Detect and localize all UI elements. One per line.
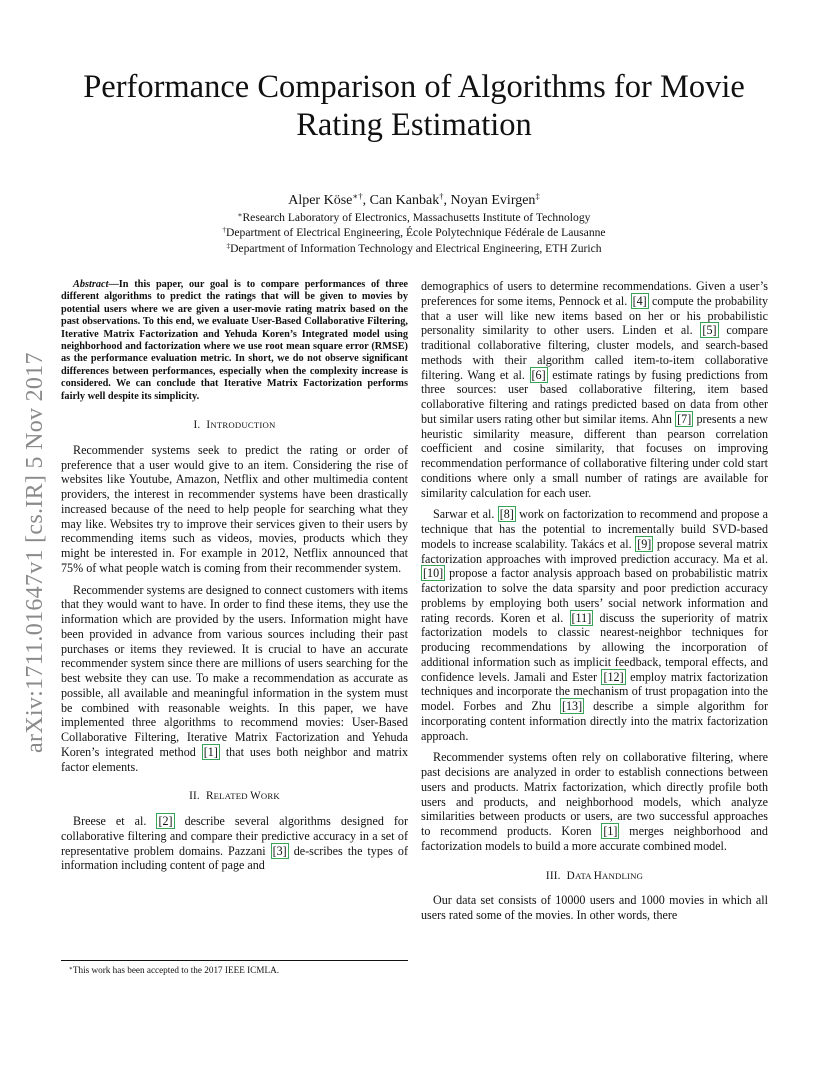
text-span: propose a factor analysis approach based on probabilistic matrix factorization to solve the data sparsity and poor prediction accuracy problems by employing both users’ social network information and rating records. Koren et al. — [421, 566, 768, 625]
text-span: Recommender systems often rely on collaborative filtering, where past decisions are analyzed in order to establish connections between users and products. Matrix factorization, which directly profile both users and products, and neighborhood models, which analyze similarities between products or users, are two successful approaches to recommend products. Koren — [421, 750, 768, 838]
section-rest: ELATED — [213, 791, 251, 802]
citation-link[interactable]: [1] — [203, 744, 218, 759]
text-span: merges neighborhood and factorization models to build a more accurate combined model. — [421, 824, 768, 853]
section-rest: ATA — [574, 870, 594, 881]
section-initial: H — [593, 869, 602, 882]
author-mark: ∗† — [352, 191, 363, 202]
citation-link[interactable]: [5] — [702, 323, 717, 338]
title-line-2: Rating Estimation — [296, 107, 532, 143]
text-span: Sarwar et al. — [433, 507, 495, 522]
related-paragraph-1: Breese et al. [2] describe several algorithms designed for collaborative filtering and compare their predictive accuracy in a set of representative problem domains. Pazzani [3] de-scribes the types of information including content of page and — [61, 814, 408, 873]
section-initial: W — [250, 790, 261, 803]
text-span: that uses both neighbor and matrix factor elements. — [61, 744, 408, 774]
text-span: presents a new heuristic similarity measure, different than pearson correlation coefficient and cosine similarity, that focuses on improving recommendation performance of collaborative filtering under cold start conditions where only a small number of ratings are available for similarity calculation for each user. — [421, 411, 768, 500]
citation-link[interactable]: [4] — [632, 293, 647, 308]
author-name: Alper Köse — [288, 193, 353, 208]
intro-paragraph-1: Recommender systems seek to predict the rating or order of preference that a user would give to an item. Considering the rise of websites like Youtube, Amazon, Netflix and other multimedia content providers, the interest in recommender systems have been drastically increased because of the need to help people for searching what they may like. Websites try to improve their services given to their users by recommending items such as videos, movies, products which they might be interested in. For example in 2012, Netflix announced that 75% of what people watch is coming from their recommender system. — [61, 442, 408, 575]
affiliation-3 — [60, 242, 768, 255]
author-mark: † — [439, 191, 444, 202]
citation-link[interactable]: [10] — [423, 566, 444, 581]
affiliation-2 — [60, 226, 768, 239]
author-list — [60, 193, 768, 209]
text-span: compute the probability that a user will like new items based on her or his probabilistic personality similarity to other users. Linden et al. — [421, 293, 768, 338]
affiliation-text: Department of Information Technology and Electrical Engineering, ETH Zurich — [230, 242, 602, 255]
footnote — [61, 965, 408, 975]
arxiv-watermark — [20, 296, 54, 756]
title-line-1: Performance Comparison of Algorithms for Movie — [83, 69, 745, 105]
section-rest: ANDLING — [601, 870, 644, 881]
related-paragraph-3 — [421, 750, 768, 853]
related-paragraph-1-continued: demographics of users to determine recommendations. Given a user’s preferences for some items, Pennock et al. [4] compute the probability that a user will like new items based on her or his probabilistic personality similarity to other users. Linden et al. [5] compare traditional collaborative filtering, cluster models, and search-based methods with their algorithm called item-to-item collaborative filtering. Wang et al. [6] estimate ratings by fusing predictions from three sources: user based collaborative filtering, item based collaborative filtering and ratings predicted based on data from other but similar users rating other but similar items. Ahn [7] presents a new heuristic similarity measure, different than pearson correlation coefficient and cosine similarity, that focuses on improving recommendation performance of collaborative filtering under cold start conditions where only a small number of ratings are available for similarity calculation for each user. — [421, 279, 768, 500]
right-column — [421, 279, 768, 923]
text-span: Recommender systems are designed to connect customers with items that they would want to have. In order to find these items, they use the information which are provided by the users. Information might have been provided in advance from various sources including their past purchases or items they reviewed. It is crucial to have an accurate recommender system since there are millions of users searching for the best website they can use. To make a recommendation as accurate as possible, all available and meaningful information in the system must be combined with reasonable weights. In this paper, we have implemented three algorithms to recommend movies: User-Based Collaborative Filtering, Iterative Matrix Factorization and Yehuda Koren’s integrated method — [61, 582, 408, 759]
text-span: work on factorization to recommend and propose a technique that has the potential to incrementally build SVD-based models to increase scalability. Takács et al. — [421, 507, 768, 551]
citation-link[interactable]: [7] — [677, 411, 692, 426]
citation-link[interactable]: [12] — [603, 669, 624, 684]
footnote-mark: ∗ — [69, 965, 73, 972]
author-name: , Noyan Evirgen — [443, 193, 536, 208]
abstract-label: Abstract — [73, 279, 109, 290]
text-span: discuss the superiority of matrix factorization models to classic nearest-neighbor techniques for producing recommendations by allowing the incorporation of additional information such as implicit feedback, temporal effects, and confidence levels. Jamali and Ester — [421, 610, 768, 684]
author-mark: ‡ — [535, 191, 540, 202]
left-column — [61, 279, 408, 873]
text-span: describe several algorithms designed for collaborative filtering and compare their predictive accuracy in a set of representative problem domains. Pazzani — [61, 814, 408, 858]
abstract-text: —In this paper, our goal is to compare performances of three different algorithms to predict the ratings that will be given to movies by potential users where we are given a user-movie rating matrix based on the past observations. To this end, we evaluate User-Based Collaborative Filtering, Iterative Matrix Factorization and Yehuda Koren’s Integrated model using neighborhood and factorization where we use root mean square error (RMSE) as the performance evaluation metric. In short, we do not observe significant differences between performances, especially when the complexity increase is considered. We can conclude that Iterative Matrix Factorization performs fairly well despite its simplicity. — [61, 279, 408, 402]
section-heading-data-handling — [421, 869, 768, 884]
paper-title — [40, 68, 788, 144]
section-number: II. — [189, 790, 200, 803]
citation-link[interactable]: [3] — [272, 843, 287, 858]
citation-link[interactable]: [13] — [561, 699, 583, 713]
affiliation-text: Department of Electrical Engineering, École Polytechnique Fédérale de Lausanne — [226, 226, 606, 239]
abstract — [61, 279, 408, 403]
text-span: propose several matrix factorization approaches with improved prediction accuracy. Ma et al. — [421, 536, 769, 566]
citation-link[interactable]: [11] — [571, 610, 592, 625]
text-span: describe a simple algorithm for incorporating content information directly into the matrix factorization approach. — [421, 699, 768, 743]
section-rest: ORK — [260, 791, 280, 802]
text-span: compare traditional collaborative filtering, cluster models, and search-based methods with their algorithm called item-to-item collaborative filtering. Wang et al. — [421, 323, 768, 382]
citation-link[interactable]: [9] — [637, 536, 652, 551]
citation-link[interactable]: [2] — [158, 814, 173, 829]
footnote-text: This work has been accepted to the 2017 IEEE ICMLA. — [72, 965, 280, 975]
footnote-rule — [61, 960, 408, 961]
section-heading-introduction — [61, 418, 408, 433]
section-number: III. — [545, 869, 561, 882]
related-paragraph-2 — [421, 507, 768, 743]
section-initial: I — [206, 419, 211, 432]
data-paragraph-1: Our data set consists of 10000 users and 1000 movies in which all users rated some of the movies. In other words, there — [421, 893, 768, 922]
text-span: Breese et al. — [73, 814, 147, 829]
section-rest: NTRODUCTION — [210, 420, 276, 431]
section-initial: D — [566, 869, 575, 882]
affiliation-mark: † — [222, 226, 227, 235]
affiliation-mark: ‡ — [226, 242, 231, 251]
citation-link[interactable]: [8] — [499, 507, 514, 522]
text-span: employ matrix factorization techniques and incorporate the mechanism of trust propagation into the model. Forbes and Zhu — [421, 669, 768, 713]
arxiv-identifier: arXiv:1711.01647v1 [cs.IR] 5 Nov 2017 — [22, 352, 48, 753]
section-heading-related-work — [61, 789, 408, 804]
affiliation-1 — [60, 211, 768, 224]
section-initial: R — [205, 790, 214, 803]
affiliation-text: Research Laboratory of Electronics, Massachusetts Institute of Technology — [242, 211, 591, 224]
text-span: estimate ratings by fusing predictions from three sources: user based collaborative filtering, item based collaborative filtering and ratings predicted based on data from other but similar users rating other but similar items. Ahn — [421, 367, 768, 426]
related-p1-continued: de- — [293, 843, 310, 858]
section-number: I. — [193, 419, 201, 432]
author-name: , Can Kanbak — [362, 193, 440, 208]
intro-paragraph-2 — [61, 583, 408, 775]
citation-link[interactable]: [1] — [603, 824, 618, 838]
citation-link[interactable]: [6] — [531, 367, 546, 382]
affiliation-mark: ∗ — [237, 211, 243, 220]
